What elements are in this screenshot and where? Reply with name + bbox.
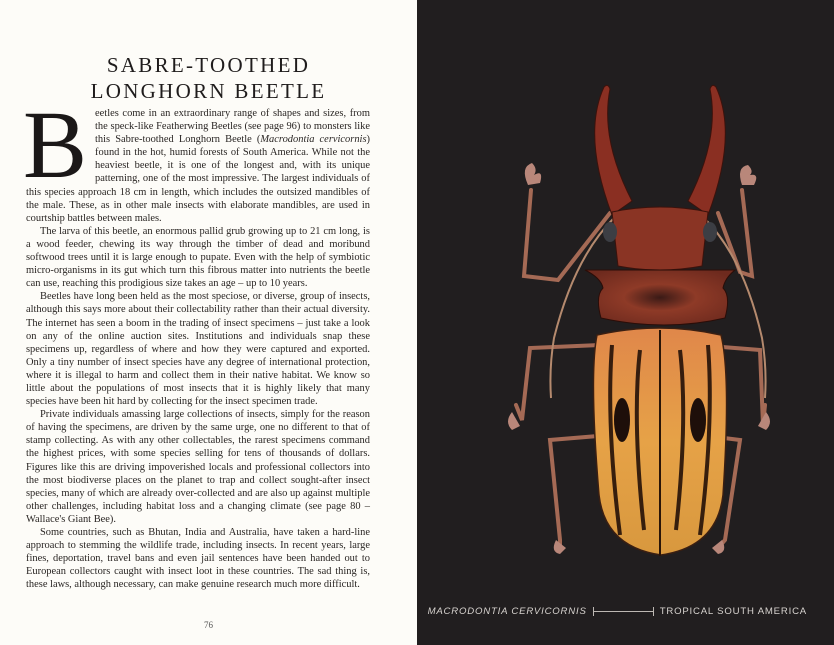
body-text — [23, 91, 370, 591]
paragraph-1-text-b: ) found in the hot, humid forests of South America. While not the heaviest beetle, it is one of the longest and, with its unique patterning, one of the most impressive. The largest individuals of this species approach 18 cm in length, which includes the outsized mandibles of the male. These, as in other male insects with elaborate mandibles, are used in courtship battles between males. — [26, 134, 370, 224]
paragraph-3: Beetles have long been held as the most speciose, or diverse, group of insects, although this says more about their collectability rather than their actual diversity. The internet has seen a boom in the trading of insect specimens – just take a look on any of the online auction sites. Institutions and individuals snap these specimens up, regardless of where and how they were captured and exported. Only a tiny number of insect species have any degree of international protection, where it is illegal to harm and collect them in their native habitat. We know so little about the populations of most insects that it is highly likely that many species have been hit hard by collecting for the insect specimen trade. — [26, 291, 370, 408]
front-left-tarsus — [525, 163, 541, 185]
paragraph-4: Private individuals amassing large collections of insects, simply for the reason of having the specimens, are driven by the same urge, one no different to that of stamp collecting. As with any other collectables, the rarest specimens command the highest prices, with some species selling for tens of thousands of dollars. Figures like this are driving impoverished locals and professional collectors into the most biodiverse places on the planet to trap and collect sought-after insect species, many of which are already over-collected and are also up against multiple other challenges, including habitat loss and a changing climate (see page 80 – Wallace's Giant Bee). — [26, 409, 370, 525]
paragraph-1-text-a: eetles come in an extraordinary range of shapes and sizes, from the speck-like Featherwing Beetles (see page 96) to monsters like this Sabre-toothed Longhorn Beetle ( — [95, 108, 370, 146]
caption-divider — [593, 607, 654, 616]
title-line-2: LONGHORN BEETLE — [90, 79, 327, 104]
species-name-italic: Macrodontia cervicornis — [260, 134, 367, 146]
caption-range: TROPICAL SOUTH AMERICA — [659, 606, 807, 617]
paragraph-2: The larva of this beetle, an enormous pallid grub growing up to 21 cm long, is a wood feeder, chewing its way through the timber of dead and moribund softwood trees until it is large enough to pupate. Even with the help of symbiotic micro-organisms in its gut which turn this fibrous matter into nutrients the beetle can use, reaching this prodigious size takes an age – up to 10 years. — [26, 225, 370, 290]
paragraph-5: Some countries, such as Bhutan, India and Australia, have taken a hard-line approach to stemming the wildlife trade, including insects. In recent years, large fines, deportation, travel bans and even jail sentences have been handed out to European collectors caught with insect loot in these countries. The sad thing is, these laws, although necessary, can make genuine research much more difficult. — [26, 527, 370, 591]
image-caption — [417, 606, 834, 617]
right-page — [417, 0, 834, 645]
front-right-tarsus — [740, 165, 756, 185]
caption-species: MACRODONTIA CERVICORNIS — [427, 606, 587, 617]
title-line-1: SABRE-TOOTHED — [106, 53, 311, 78]
page-number: 76 — [204, 620, 213, 630]
paragraph-1 — [23, 91, 370, 225]
drop-cap: B — [23, 91, 88, 198]
beetle-illustration — [417, 0, 834, 645]
